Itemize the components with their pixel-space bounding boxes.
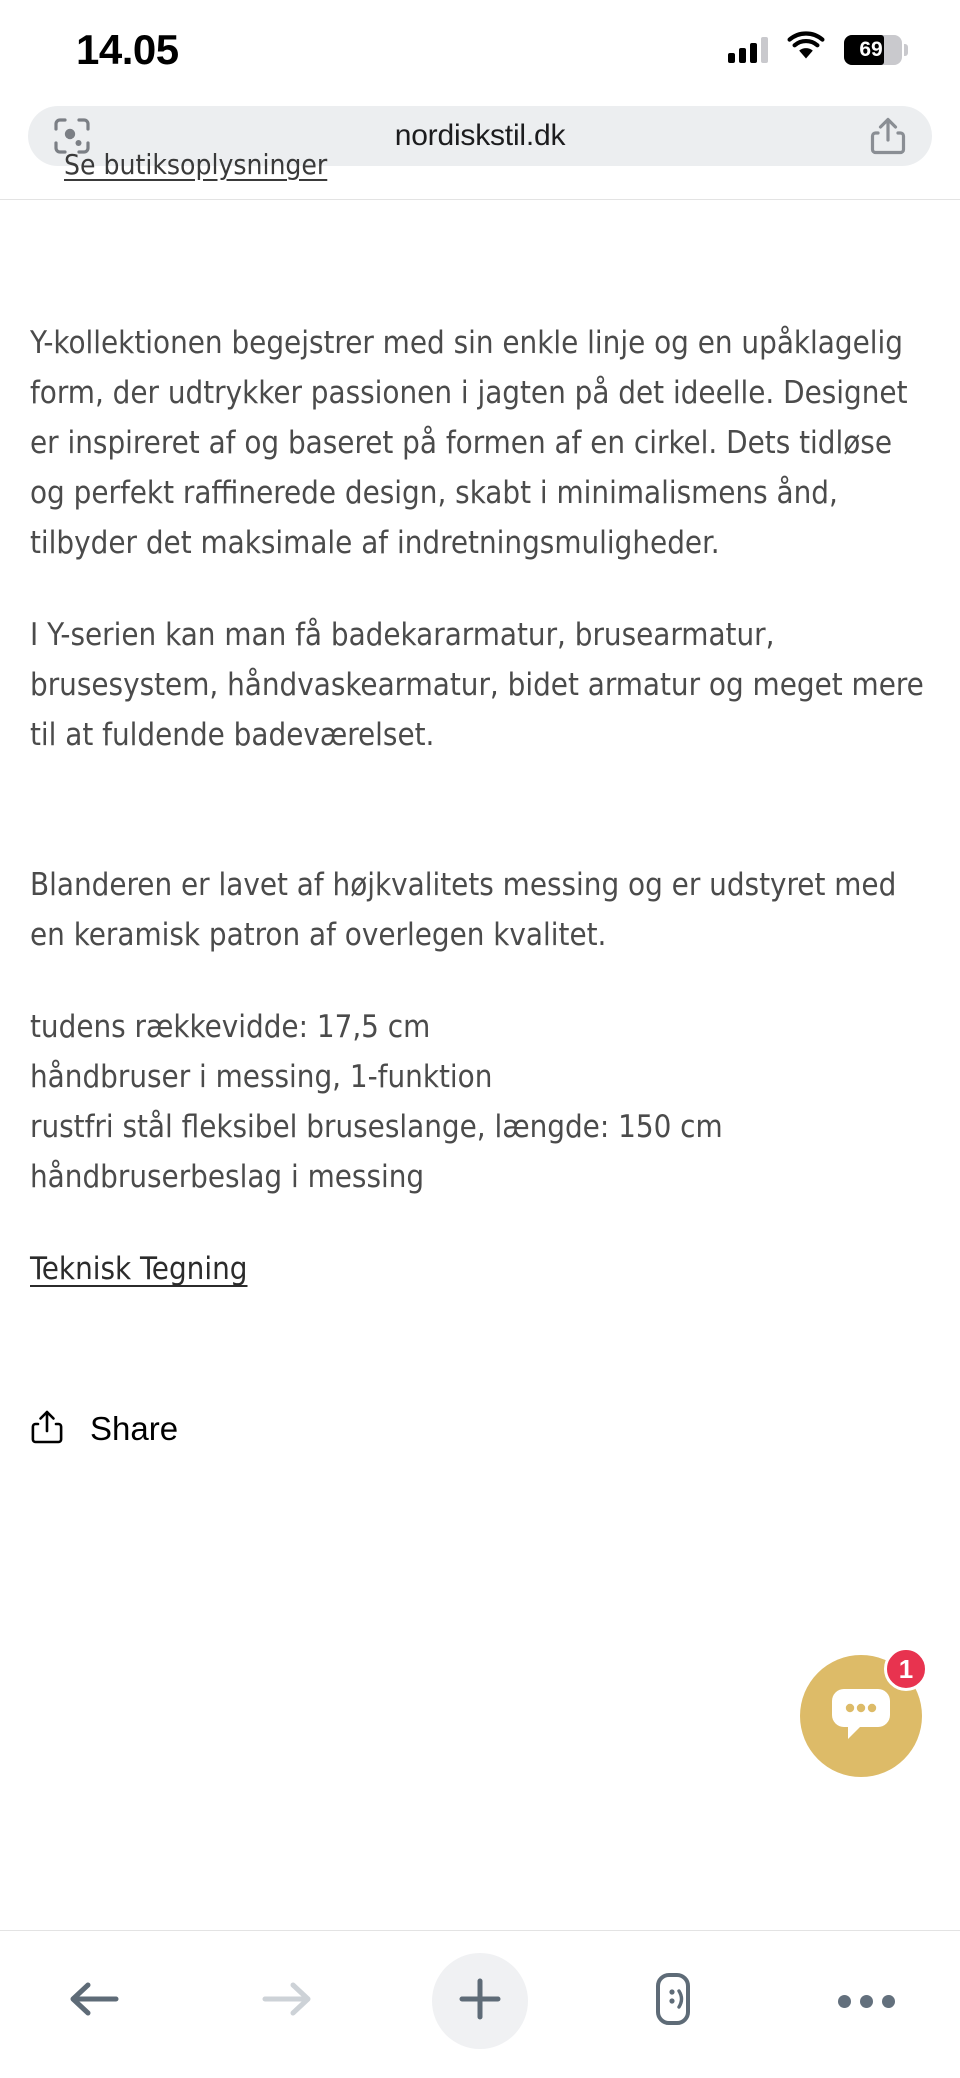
browser-toolbar [0,1930,960,2078]
smiley-button[interactable] [625,1953,721,2049]
chat-bubble-icon [828,1683,894,1750]
share-upload-icon [30,1408,64,1451]
paragraph-1: Y-kollektionen begejstrer med sin enkle linje og en upåklagelig form, der udtrykker passionen i jagten på det ideelle. Designet er inspireret af og baseret på formen af en cirkel. Dets tidløse og perfekt raffinerede design, skabt i minimalismens ånd, tilbyder det maksimale af indretningsmuligheder. [30,325,908,561]
status-clock: 14.05 [76,26,179,73]
store-info-link[interactable]: Se butiksoplysninger [64,148,328,181]
spec-item: tudens rækkevidde: 17,5 cm [30,1009,431,1045]
more-horizontal-icon [838,1995,895,2008]
battery-icon [844,35,902,65]
plus-icon [455,1974,505,2029]
battery-percent: 69 [859,38,883,61]
spec-item: håndbruser i messing, 1-funktion [30,1059,493,1095]
paragraph-3: Blanderen er lavet af højkvalitets messing og er udstyret med en keramisk patron af overlegen kvalitet. [30,867,897,953]
new-tab-button[interactable] [432,1953,528,2049]
chat-widget[interactable] [800,1655,922,1777]
arrow-right-icon [259,1976,315,2027]
url-text[interactable]: nordiskstil.dk [394,119,566,152]
more-options-button[interactable] [818,1953,914,2049]
share-label: Share [90,1410,179,1447]
share-upload-icon[interactable] [866,114,910,158]
divider [0,199,960,200]
spec-list [30,1002,930,1202]
back-button[interactable] [46,1953,142,2049]
clipped-store-info-link-row [0,148,960,218]
teknisk-tegning-link[interactable]: Teknisk Tegning [30,1251,248,1287]
chat-unread-badge: 1 [884,1647,928,1691]
wifi-icon [788,34,824,66]
status-bar [0,0,960,100]
status-indicators [728,34,902,66]
smiley-face-icon [650,1971,696,2032]
chat-button[interactable] [800,1655,922,1777]
share-button[interactable] [0,1394,960,1464]
spec-item: håndbruserbeslag i messing [30,1159,425,1195]
paragraph-2: I Y-serien kan man få badekararmatur, brusearmatur, brusesystem, håndvaskearmatur, bidet armatur og meget mere til at fuldende badeværelset. [30,617,924,753]
cellular-signal-icon [728,37,768,63]
arrow-left-icon [66,1976,122,2027]
spec-item: rustfri stål fleksibel bruseslange, længde: 150 cm [30,1109,723,1145]
forward-button[interactable] [239,1953,335,2049]
product-description [0,218,960,1294]
